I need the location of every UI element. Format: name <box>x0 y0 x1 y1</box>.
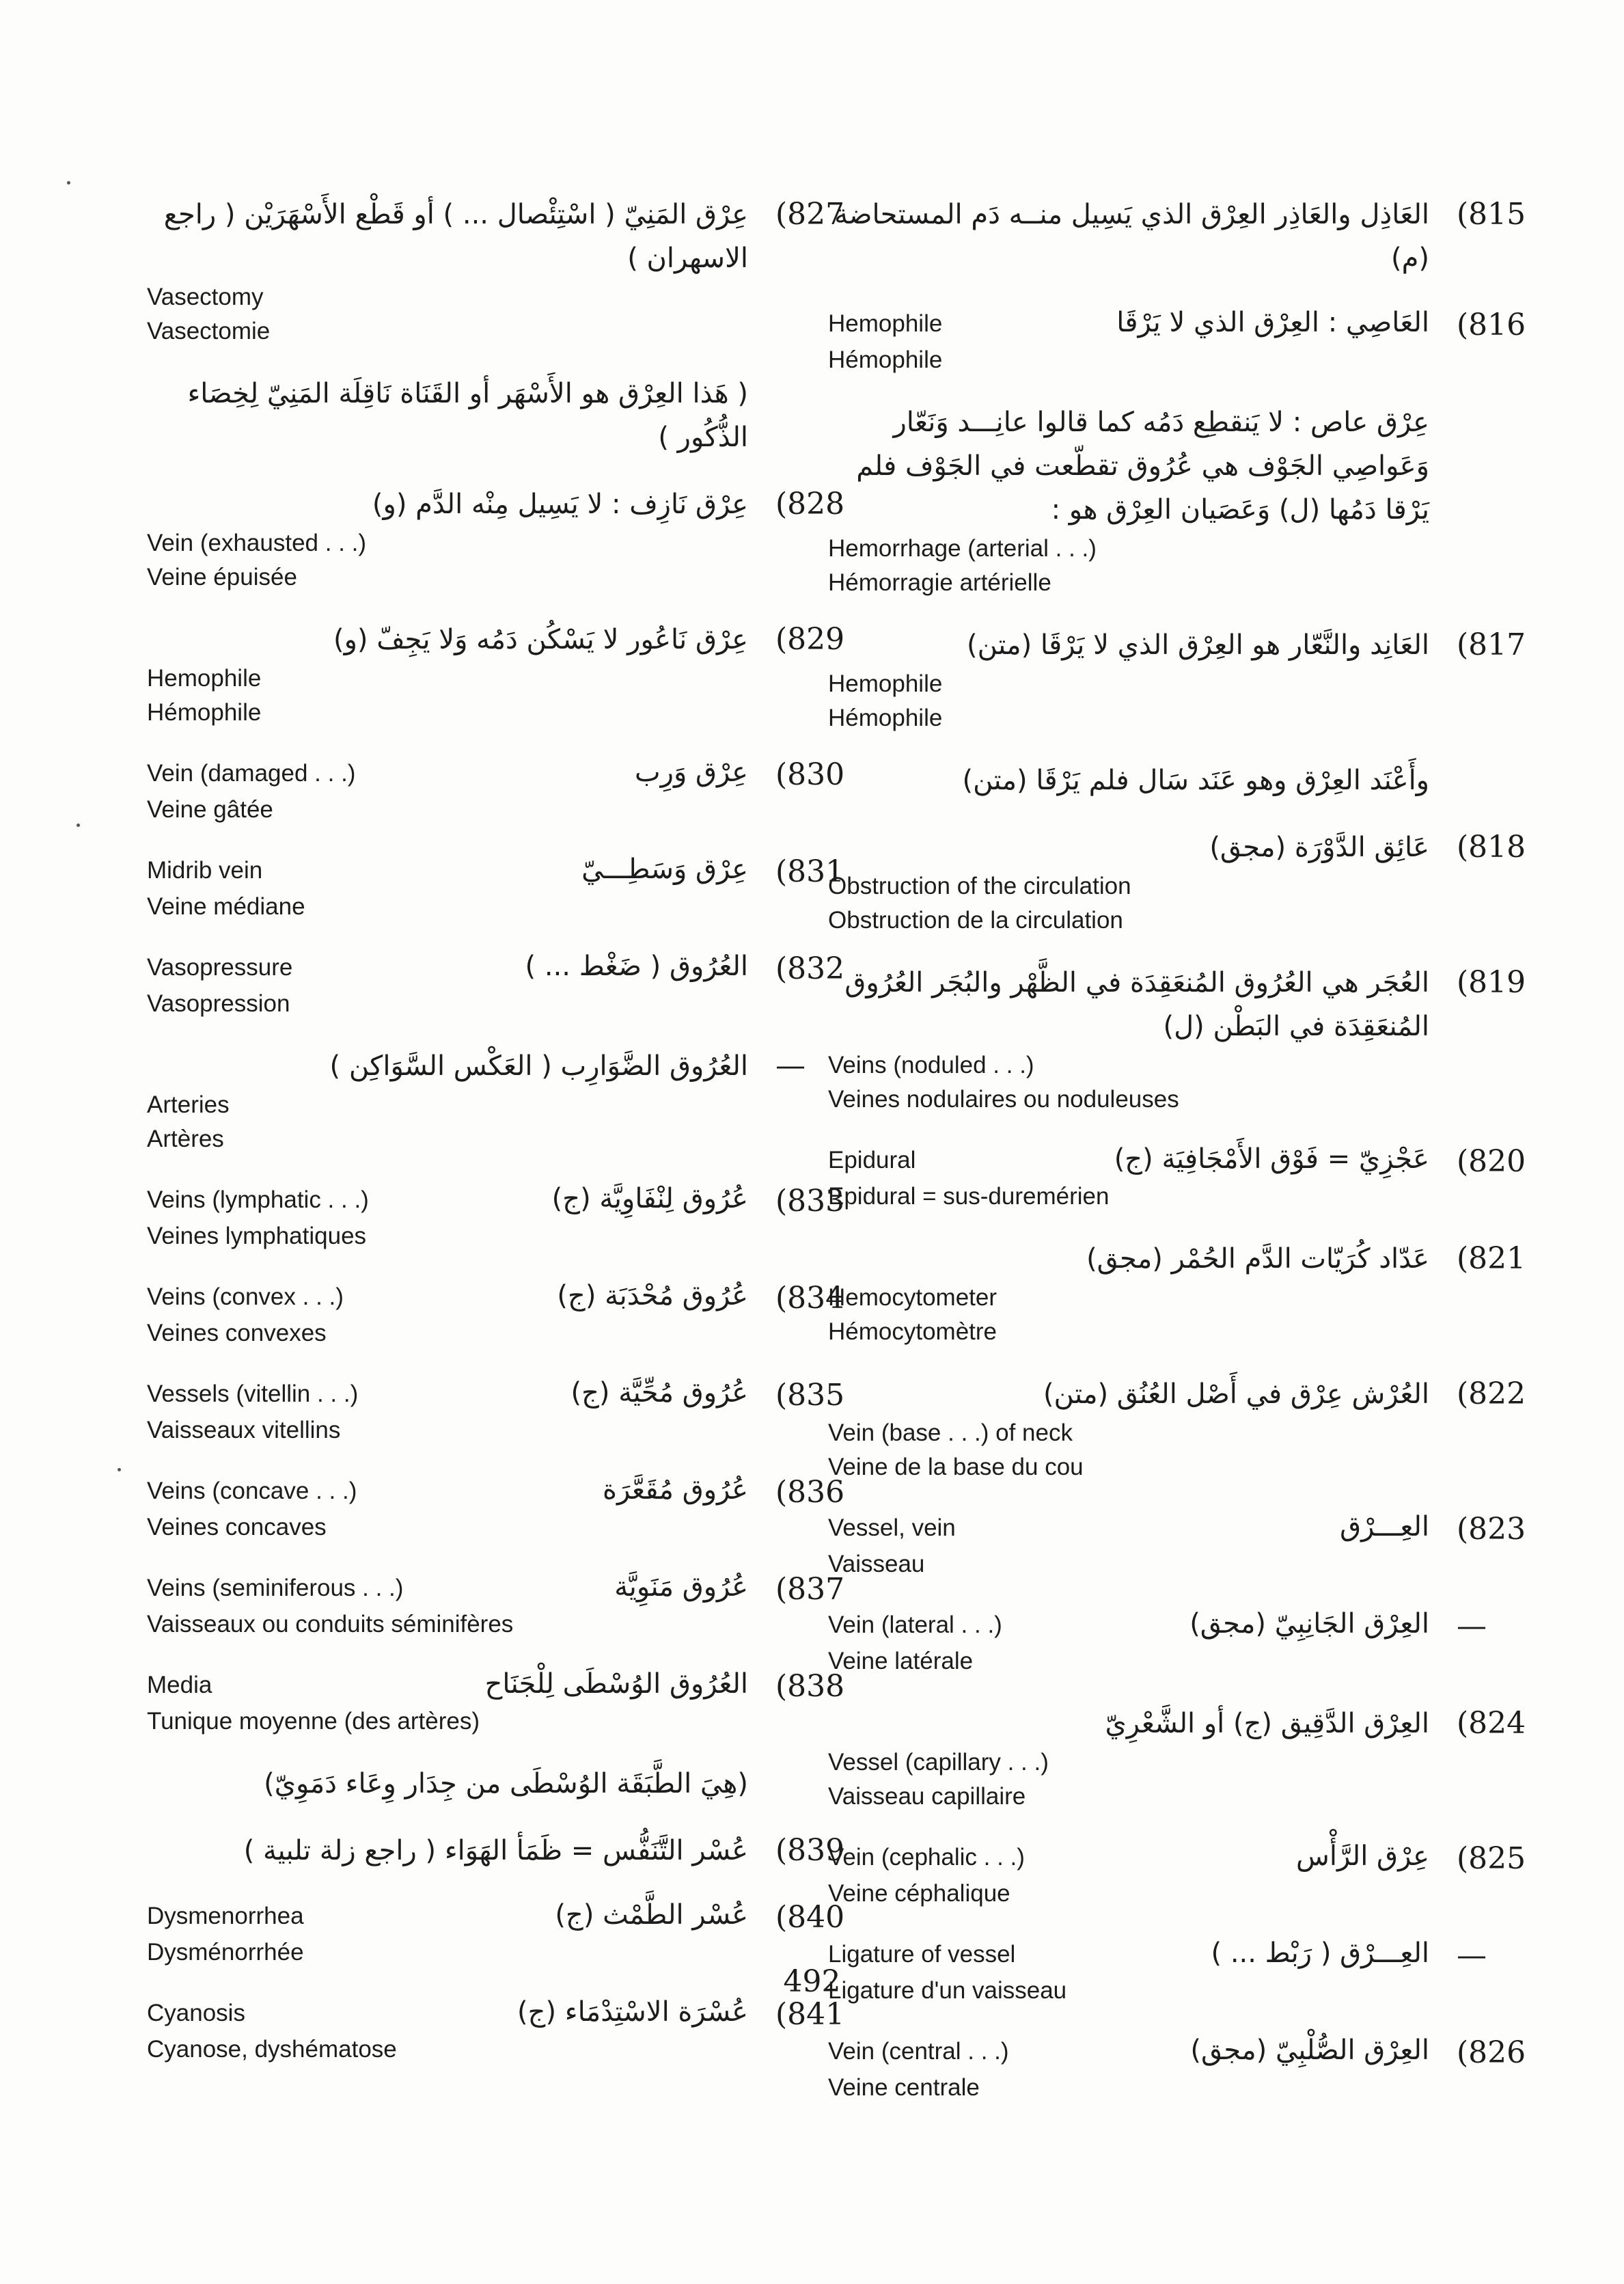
french-term: Tunique moyenne (des artères) <box>147 1708 480 1735</box>
dictionary-entry <box>828 1837 1526 1911</box>
dictionary-entry <box>147 1829 845 1873</box>
english-term: Arteries <box>147 1091 230 1118</box>
english-term: Veins (lymphatic . . .) <box>147 1186 369 1213</box>
dictionary-entry <box>828 961 1526 1117</box>
entry-number: (825 <box>1457 1841 1526 1876</box>
entry-number: (841 <box>775 1997 845 2032</box>
dictionary-entry <box>828 1372 1526 1484</box>
entry-headline <box>147 1665 748 1704</box>
french-term: Ligature d'un vaisseau <box>828 1977 1067 2004</box>
english-term: Epidural <box>828 1147 916 1173</box>
entry-number: (827 <box>775 197 845 232</box>
english-term: Obstruction of the circulation <box>828 873 1131 899</box>
arabic-term: عِرْق عاص : لا يَنقطِع دَمُه كما قالوا عانِـــد وَنَعّار وَعَواصِي الجَوْف هي عُرُوق تقطّعت في الجَوْف فلم يَرْقا دَمُها (ل) وَعَصَيان العِرْق هو : <box>856 407 1429 526</box>
scan-speck <box>77 824 80 827</box>
english-term: Dysmenorrhea <box>147 1903 304 1929</box>
french-term: Veine céphalique <box>828 1880 1010 1907</box>
french-term: Veine gâtée <box>147 796 273 823</box>
dictionary-entry <box>828 623 1526 735</box>
entry-headline <box>147 850 748 890</box>
dictionary-entry <box>147 1762 830 1806</box>
arabic-term: ( هَذا العِرْق هو الأَسْهَر أو القَنَاة نَاقِلَة المَنِيّ لِخِصَاء الذُّكُور ) <box>187 378 748 453</box>
right-column <box>828 193 1526 2128</box>
english-term: Hemorrhage (arterial . . .) <box>828 535 1097 562</box>
entry-number: (838 <box>775 1669 845 1704</box>
arabic-term: العِرْق الجَانِبِيّ (مجق) <box>1189 1608 1429 1640</box>
dictionary-entry <box>147 947 845 1021</box>
french-term: Vaisseaux vitellins <box>147 1417 341 1443</box>
english-term: Vein (central . . .) <box>828 2038 1009 2065</box>
dictionary-entry <box>147 1044 830 1156</box>
arabic-term: عُرُوق مَنَوِيَّة <box>614 1571 748 1603</box>
french-term: Hémophile <box>147 699 262 726</box>
dictionary-entry <box>828 193 1526 280</box>
entry-number: (837 <box>775 1572 845 1607</box>
french-term: Hémophile <box>828 346 943 373</box>
french-term: Vasectomie <box>147 318 271 344</box>
english-term: Vasopressure <box>147 954 293 981</box>
page-number: 492 <box>783 1964 841 1999</box>
arabic-term: العُرُوق ( ضَغْط ... ) <box>525 951 748 982</box>
dictionary-entry <box>828 303 1526 377</box>
entry-number: (824 <box>1457 1706 1526 1741</box>
entry-headline <box>828 1140 1429 1180</box>
english-term: Vein (cephalic . . .) <box>828 1844 1025 1871</box>
english-term: Vein (base . . .) of neck <box>828 1419 1073 1446</box>
arabic-term: عُرُوق مُحِّيَّة (ج) <box>570 1377 748 1409</box>
left-column <box>147 193 845 2090</box>
entry-number: (822 <box>1457 1376 1526 1411</box>
french-term: Vaisseaux ou conduits séminifères <box>147 1611 514 1637</box>
entry-headline <box>147 1374 748 1413</box>
english-term: Hemocytometer <box>828 1284 997 1311</box>
arabic-term: العَاذِل والعَاذِر العِرْق الذي يَسِيل منــه دَم المستحاضة (م) <box>834 199 1429 274</box>
english-term: Cyanosis <box>147 2000 245 2026</box>
entry-headline <box>828 1837 1429 1877</box>
entry-headline <box>147 1568 748 1607</box>
dictionary-entry <box>828 2031 1526 2105</box>
arabic-term: عُرُوق مُقَعَّرَة <box>603 1474 748 1506</box>
arabic-term: العِـــرْق ( رَبْط ... ) <box>1211 1938 1429 1969</box>
entry-headline <box>828 1508 1429 1547</box>
entry-headline <box>828 303 1429 343</box>
entry-headline <box>147 1180 748 1219</box>
dictionary-entry <box>147 372 830 459</box>
dictionary-entry <box>147 753 845 827</box>
french-term: Veines lymphatiques <box>147 1223 367 1249</box>
dictionary-entry <box>147 1374 845 1447</box>
english-term: Vessel (capillary . . .) <box>828 1749 1049 1776</box>
entry-headline <box>147 753 748 793</box>
french-term: Hémocytomètre <box>828 1318 997 1345</box>
entry-number: (840 <box>775 1900 845 1935</box>
dictionary-entry <box>147 1896 845 1970</box>
english-term: Veins (concave . . .) <box>147 1478 357 1504</box>
arabic-term: وأَعْنَد العِرْق وهو عَنَد سَال فلم يَرْقَا (متن) <box>962 765 1429 796</box>
english-term: Vessels (vitellin . . .) <box>147 1381 359 1407</box>
entry-number: (828 <box>775 487 845 521</box>
arabic-term: العِـــرْق <box>1340 1511 1429 1542</box>
english-term: Veins (convex . . .) <box>147 1283 344 1310</box>
dictionary-entry <box>147 482 845 595</box>
dictionary-entry <box>147 1471 845 1545</box>
dictionary-entry <box>147 1277 845 1350</box>
entry-number: (823 <box>1457 1512 1526 1547</box>
english-term: Veins (seminiferous . . .) <box>147 1575 404 1601</box>
french-term: Epidural = sus-duremérien <box>828 1183 1110 1210</box>
dictionary-entry <box>828 1508 1526 1581</box>
dictionary-entry <box>147 850 845 924</box>
entry-number: (839 <box>775 1833 845 1868</box>
english-term: Midrib vein <box>147 857 263 884</box>
arabic-term: العُرُوق الضَّوَارِب ( العَكْس السَّوَاكِن ) <box>329 1050 748 1082</box>
arabic-term: عَدّاد كُرَيّات الدَّم الحُمْر (مجق) <box>1086 1243 1429 1275</box>
french-term: Vaisseau capillaire <box>828 1783 1026 1810</box>
arabic-term: عُرُوق لِنْفَاوِيَّة (ج) <box>551 1183 748 1214</box>
entry-number: (820 <box>1457 1144 1526 1179</box>
scan-speck <box>67 181 70 185</box>
dictionary-entry <box>828 1237 1526 1349</box>
dictionary-entry <box>828 400 1511 600</box>
arabic-term: عِرْق المَنِيّ ( اسْتِئْصال ... ) أو قَطْع الأَسْهَرَيْن ( راجع الاسهران ) <box>163 199 748 274</box>
entry-number: (830 <box>775 757 845 792</box>
entry-headline <box>828 1605 1429 1644</box>
english-term: Veins (noduled . . .) <box>828 1052 1034 1078</box>
arabic-term: العِرْق الصُّلْبِيّ (مجق) <box>1190 2035 1429 2066</box>
entry-number: (818 <box>1457 830 1526 865</box>
entry-number: (835 <box>775 1378 845 1413</box>
dictionary-entry <box>828 1140 1526 1214</box>
scan-speck <box>118 1468 121 1471</box>
entry-number: (819 <box>1457 965 1526 1000</box>
english-term: Media <box>147 1672 212 1698</box>
english-term: Hemophile <box>828 310 943 337</box>
arabic-term: العُرُوق الوُسْطَى لِلْجَنَاح <box>484 1668 748 1700</box>
french-term: Veine de la base du cou <box>828 1454 1084 1480</box>
arabic-term: عِرْق الرَّأْس <box>1296 1840 1429 1872</box>
entry-number: — <box>775 1048 806 1083</box>
arabic-term: العُرْش عِرْق في أَصْل العُنُق (متن) <box>1043 1378 1429 1410</box>
english-term: Vasectomy <box>147 284 264 310</box>
french-term: Artères <box>147 1126 224 1152</box>
french-term: Veine centrale <box>828 2074 980 2101</box>
entry-number: (817 <box>1457 627 1526 662</box>
entry-number: (833 <box>775 1184 845 1219</box>
entry-headline <box>147 947 748 987</box>
arabic-term: عِرْق وَرِب <box>635 757 748 788</box>
dictionary-entry <box>147 618 845 730</box>
dictionary-entry <box>828 826 1526 938</box>
arabic-term: العَاصِي : العِرْق الذي لا يَرْقَا <box>1116 307 1429 338</box>
arabic-term: العَانِد والنَّعّار هو العِرْق الذي لا يَرْقَا (متن) <box>967 629 1429 661</box>
english-term: Vein (damaged . . .) <box>147 760 356 787</box>
entry-number: (829 <box>775 622 845 657</box>
entry-headline <box>147 1471 748 1510</box>
dictionary-entry <box>828 759 1511 802</box>
english-term: Ligature of vessel <box>828 1941 1016 1968</box>
dictionary-entry <box>828 1605 1511 1678</box>
entry-number: (832 <box>775 951 845 986</box>
french-term: Vaisseau <box>828 1551 925 1577</box>
entry-number: (821 <box>1457 1241 1526 1276</box>
french-term: Cyanose, dyshématose <box>147 2036 397 2063</box>
english-term: Hemophile <box>828 670 943 697</box>
english-term: Hemophile <box>147 665 262 692</box>
dictionary-entry <box>147 193 845 349</box>
french-term: Hémorragie artérielle <box>828 569 1051 596</box>
arabic-term: عُسْر التَّنَفُّس = ظَمَأ الهَوَاء ( راجع زلة تلبية ) <box>243 1835 748 1866</box>
entry-number: (836 <box>775 1475 845 1510</box>
french-term: Veine latérale <box>828 1648 974 1674</box>
entry-number: (826 <box>1457 2035 1526 2070</box>
french-term: Veines concaves <box>147 1514 327 1540</box>
dictionary-entry <box>147 1180 845 1253</box>
entry-number: — <box>1457 1609 1487 1644</box>
entry-headline <box>147 1896 748 1935</box>
french-term: Veines nodulaires ou noduleuses <box>828 1086 1179 1113</box>
dictionary-entry <box>147 1568 845 1642</box>
french-term: Veine épuisée <box>147 564 297 590</box>
french-term: Dysménorrhée <box>147 1939 304 1966</box>
entry-number: (815 <box>1457 197 1526 232</box>
arabic-term: عِرْق نَاعُور لا يَسْكُن دَمُه وَلا يَجِفّ (و) <box>333 624 748 655</box>
french-term: Hémophile <box>828 705 943 731</box>
arabic-term: عَجْزِيّ = فَوْق الأَمْجَافِيَة (ج) <box>1114 1143 1429 1175</box>
french-term: Veines convexes <box>147 1320 327 1346</box>
arabic-term: عَائِق الدَّوْرَة (مجق) <box>1209 832 1429 863</box>
arabic-term: العُجَر هي العُرُوق المُنعَقِدَة في الظَّهْر والبُجَر العُرُوق المُنعَقِدَة في البَطْن (ل) <box>844 967 1429 1042</box>
dictionary-entry <box>147 1993 845 2067</box>
entry-number: (834 <box>775 1281 845 1316</box>
entry-headline <box>828 2031 1429 2071</box>
french-term: Veine médiane <box>147 893 305 920</box>
entry-number: (816 <box>1457 308 1526 342</box>
arabic-term: عُسْر الطَّمْث (ج) <box>555 1899 748 1931</box>
arabic-term: عُرُوق مُحْدَبَة (ج) <box>557 1280 748 1311</box>
dictionary-entry <box>147 1665 845 1739</box>
french-term: Obstruction de la circulation <box>828 907 1123 934</box>
dictionary-entry <box>828 1702 1526 1814</box>
arabic-term: عِرْق وَسَطِـــيّ <box>581 854 748 885</box>
arabic-term: عُسْرَة الاسْتِدْمَاء (ج) <box>517 1996 748 2028</box>
english-term: Vein (lateral . . .) <box>828 1612 1002 1638</box>
english-term: Vein (exhausted . . .) <box>147 530 367 556</box>
entry-headline <box>147 1277 748 1316</box>
arabic-term: (هِيَ الطَّبَقَة الوُسْطَى من جِدَار وِعَاء دَمَوِيّ) <box>264 1768 748 1799</box>
english-term: Vessel, vein <box>828 1514 956 1541</box>
entry-number: — <box>1457 1938 1487 1973</box>
arabic-term: العِرْق الدَّقِيق (ج) أو الشَّعْرِيّ <box>1105 1708 1429 1739</box>
entry-number: (831 <box>775 854 845 889</box>
french-term: Vasopression <box>147 990 290 1017</box>
arabic-term: عِرْق نَازِف : لا يَسِيل مِنْه الدَّم (و) <box>372 489 748 520</box>
